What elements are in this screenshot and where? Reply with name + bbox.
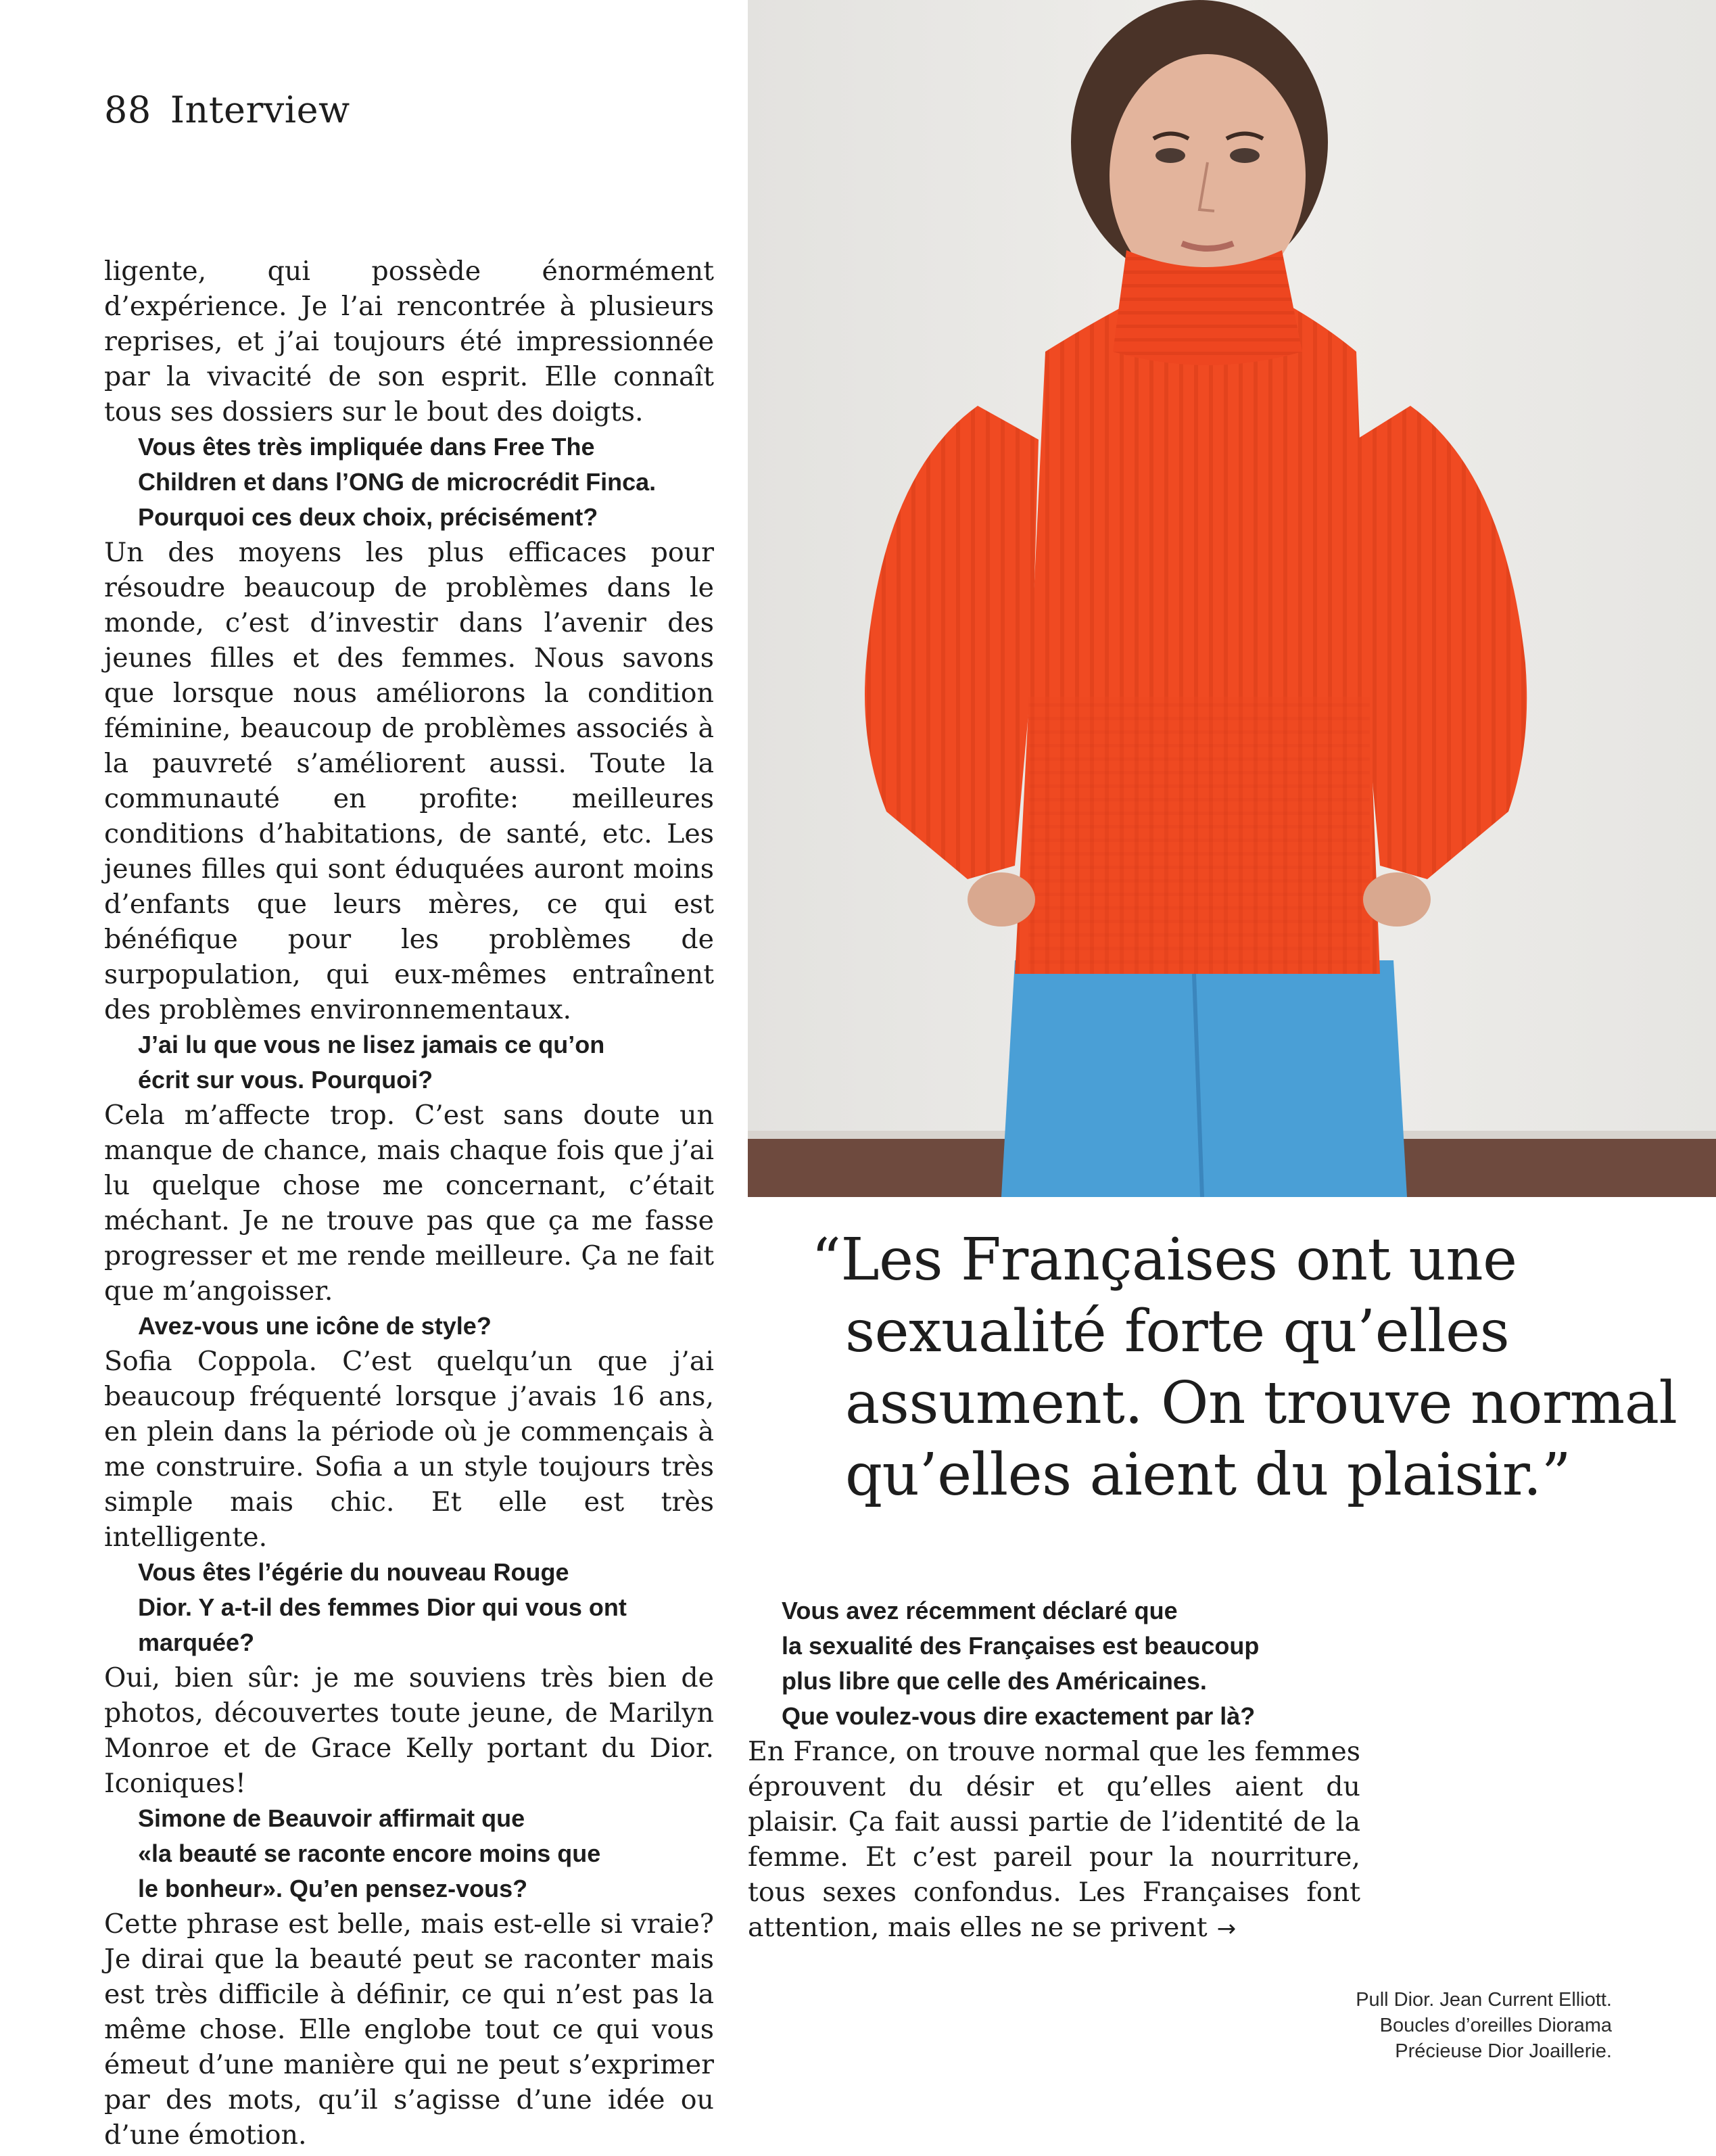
question-line: J’ai lu que vous ne lisez jamais ce qu’on: [138, 1031, 605, 1058]
caption-line: Précieuse Dior Joaillerie.: [1395, 2040, 1612, 2062]
caption-line: Boucles d’oreilles Diorama: [1379, 2015, 1612, 2036]
question-line: marquée?: [138, 1628, 255, 1656]
question-line: Vous avez récemment déclaré que: [782, 1597, 1178, 1624]
question-line: Avez-vous une icône de style?: [138, 1312, 492, 1340]
pull-quote-line: qu’elles aient du plaisir.”: [845, 1441, 1571, 1509]
answer-text: En France, on trouve normal que les femmes éprouvent du désir et qu’elles aient du plaisir. Ça fait aussi partie de l’identité de la femme. Et c’est pareil pour la nourriture, tous sexes confondus. Les Françaises font attention, mais elles ne se privent: [748, 1736, 1360, 1943]
page-header: [104, 87, 350, 134]
pull-quote: [811, 1224, 1690, 1511]
pull-quote-line: assument. On trouve normal: [845, 1369, 1677, 1437]
portrait-illustration: [748, 0, 1716, 1197]
question: [104, 1309, 714, 1344]
question-line: écrit sur vous. Pourquoi?: [138, 1066, 433, 1094]
answer-paragraph: Sofia Coppola. C’est quelqu’un que j’ai beaucoup fréquenté lorsque j’avais 16 ans, en plein dans la période où je commençais à me construire. Sofia a un style toujours très simple mais chic. Et elle est très intelligente.: [104, 1346, 714, 1553]
answer-paragraph: ligente, qui possède énormément d’expérience. Je l’ai rencontrée à plusieurs reprises, et j’ai toujours été impressionnée par la vivacité de son esprit. Elle connaît tous ses dossiers sur le bout des doigts.: [104, 256, 714, 427]
question-line: «la beauté se raconte encore moins que: [138, 1839, 601, 1867]
left-column: [104, 254, 714, 2153]
question: [104, 1027, 714, 1098]
pull-quote-line: sexualité forte qu’elles: [845, 1298, 1510, 1365]
jeans: [1001, 960, 1407, 1197]
question-line: Que voulez-vous dire exactement par là?: [782, 1702, 1256, 1730]
question: [104, 1801, 714, 1906]
question-line: le bonheur». Qu’en pensez-vous?: [138, 1875, 528, 1902]
question-line: Children et dans l’ONG de microcrédit Finca.: [138, 468, 657, 496]
turtleneck: [1113, 250, 1302, 365]
question-line: plus libre que celle des Américaines.: [782, 1667, 1207, 1695]
answer-paragraph: [748, 1734, 1360, 1946]
question-line: Simone de Beauvoir affirmait que: [138, 1804, 525, 1832]
pull-quote-line: “Les Françaises ont une: [811, 1226, 1517, 1294]
question: [104, 1555, 714, 1660]
photo-caption: [1356, 1987, 1612, 2064]
question-line: Pourquoi ces deux choix, précisément?: [138, 503, 598, 531]
answer-paragraph: Cela m’affecte trop. C’est sans doute un manque de chance, mais chaque fois que j’ai lu quelque chose me concernant, c’était méchant. Je ne trouve pas que ça me fasse progresser et me rende meilleure. Ça ne fait que m’angoisser.: [104, 1100, 714, 1307]
continue-arrow-icon: →: [1216, 1915, 1237, 1942]
answer-paragraph: Cette phrase est belle, mais est-elle si vraie? Je dirai que la beauté peut se raconter mais est très difficile à définir, ce qui n’est pas la même chose. Elle englobe tout ce qui vous émeut d’une manière qui ne peut s’exprimer par des mots, qu’il s’agisse d’une idée ou d’une émotion.: [104, 1908, 714, 2151]
answer-paragraph: Un des moyens les plus efficaces pour résoudre beaucoup de problèmes dans le monde, c’est d’investir dans l’avenir des jeunes filles et des femmes. Nous savons que lorsque nous améliorons la condition féminine, beaucoup de problèmes associés à la pauvreté s’améliorent aussi. Toute la communauté en profite: meilleures conditions d’habitations, de santé, etc. Les jeunes filles qui sont éduquées auront moins d’enfants que leurs mères, ce qui est bénéfique pour les problèmes de surpopulation, qui eux-mêmes entraînent des problèmes environnementaux.: [104, 537, 714, 1025]
question: [748, 1593, 1360, 1734]
answer-paragraph: Oui, bien sûr: je me souviens très bien de photos, découvertes toute jeune, de Marilyn Monroe et de Grace Kelly portant du Dior. Iconiques!: [104, 1662, 714, 1799]
question-line: Vous êtes très impliquée dans Free The: [138, 433, 595, 461]
question-line: Dior. Y a-t-il des femmes Dior qui vous ont: [138, 1593, 627, 1621]
page-number: 88: [104, 89, 151, 131]
portrait-photo: [748, 0, 1716, 1197]
section-title: Interview: [170, 89, 350, 131]
question-line: Vous êtes l’égérie du nouveau Rouge: [138, 1558, 569, 1586]
question-line: la sexualité des Françaises est beaucoup: [782, 1632, 1260, 1660]
right-column: [748, 1593, 1360, 1946]
caption-line: Pull Dior. Jean Current Elliott.: [1356, 1989, 1612, 2011]
question: [104, 429, 714, 535]
